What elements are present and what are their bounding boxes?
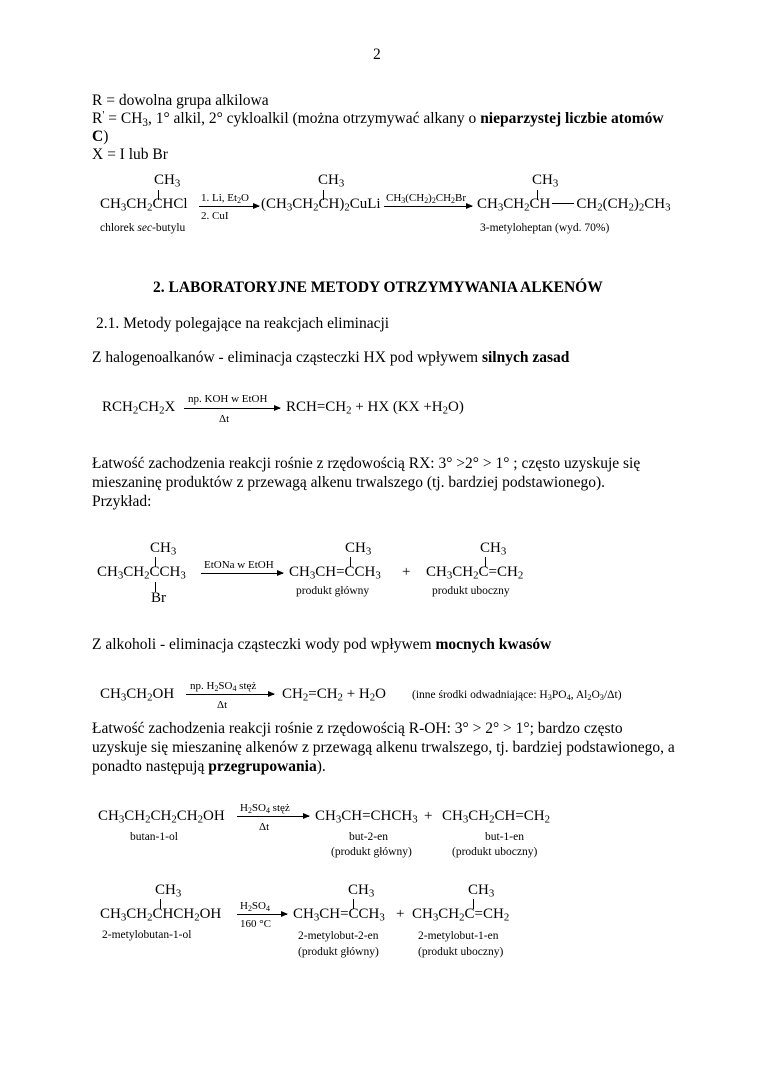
reactant-ethanol: $CH_3CH_2OH$ <box>100 686 175 704</box>
methyl-branch: $CH_3$ <box>155 882 182 900</box>
note-dehydrating-agents: (inne środki odwadniające: $H_3PO_4$, $Al_2O_3/\Delta t$) <box>412 689 622 703</box>
methyl-branch: $CH_3$ <box>345 540 372 558</box>
label-major: 2-metylobut-2-en <box>298 930 379 942</box>
plus-sign: + <box>402 564 411 580</box>
example-label: Przykład: <box>92 493 152 510</box>
label-major: but-2-en <box>349 831 388 843</box>
subsection-title: 2.1. Metody polegające na reakcjach eliminacji <box>96 315 390 332</box>
reagent-sulfuric-acid: $H_2SO_4$ stęż <box>240 802 290 815</box>
reagent-step2: 2. CuI <box>201 210 229 222</box>
methyl-branch: $CH_3$ <box>150 540 177 558</box>
reaction-arrow <box>201 573 283 574</box>
label-minor: 2-metylobut-1-en <box>418 930 499 942</box>
label-major-note: (produkt główny) <box>298 946 379 958</box>
page-number: 2 <box>373 46 381 63</box>
methyl-branch: $CH_3$ <box>154 172 181 190</box>
alcohol-para-2: uzyskuje się mieszaninę alkenów z przewagą alkenu trwalszego, tj. bardziej podstawionego, a <box>92 739 675 756</box>
reactant-sec-butyl-chloride: $CH_3CH_2CHCl$ <box>100 196 188 214</box>
reactant-methylbutanol: $CH_3CH_2CHCH_2OH$ <box>100 906 222 924</box>
alcohol-intro: Z alkoholi - eliminacja cząsteczki wody pod wpływem mocnych kwasów <box>92 636 552 653</box>
haloalkane-para-1: Łatwość zachodzenia reakcji rośnie z rzędowością RX: 3° >2° > 1° ; często uzyskuje się <box>92 455 641 472</box>
reaction-arrow <box>384 206 472 207</box>
reagent-heat: Δt <box>219 413 230 425</box>
product-3-methylheptane: $CH_3CH_2CH$ $CH_2(CH_2)_2CH_3$ <box>477 196 671 214</box>
reagent-base: np. KOH w EtOH <box>188 393 268 405</box>
label-reactant: chlorek sec-butylu <box>100 222 186 234</box>
reagent-sulfuric-acid: np. $H_2SO_4$ stęż <box>190 680 257 693</box>
label-minor-note: (produkt uboczny) <box>452 846 538 858</box>
reaction-arrow <box>237 914 287 915</box>
methyl-branch: $CH_3$ <box>468 882 495 900</box>
reagent-temperature: 160 °C <box>240 918 271 930</box>
product-ethene: $CH_2=CH_2 + H_2O$ <box>282 686 386 704</box>
reagent-step1: 1. Li, $Et_2O$ <box>201 192 249 205</box>
reactant-bromide: $CH_3CH_2CCH_3$ <box>97 564 186 582</box>
r-definition: R = dowolna grupa alkilowa <box>92 92 269 109</box>
reaction-arrow <box>237 816 309 817</box>
label-major-note: (produkt główny) <box>331 846 412 858</box>
r-prime-definition: $R' = CH_3$, 1° alkil, 2° cykloalkil (można otrzymywać alkany o nieparzystej liczbie atomów <box>92 109 664 129</box>
reaction-arrow <box>184 408 280 409</box>
haloalkane-para-2: mieszaninę produktów z przewagą alkenu trwalszego (tj. bardziej podstawionego). <box>92 474 606 491</box>
methyl-branch: $CH_3$ <box>532 172 559 190</box>
bromine: Br <box>151 590 166 606</box>
product-but-1-ene: $CH_3CH_2CH=CH_2$ <box>442 808 551 826</box>
methyl-branch: $CH_3$ <box>348 882 375 900</box>
alcohol-para-3: ponadto następują przegrupowania). <box>92 758 326 775</box>
reagent-sulfuric-acid: $H_2SO_4$ <box>240 900 270 913</box>
label-minor: produkt uboczny <box>432 585 510 597</box>
product-but-2-ene: $CH_3CH=CHCH_3$ <box>315 808 418 826</box>
plus-sign: + <box>396 906 405 922</box>
product-methylbut-1-ene: $CH_3CH_2C=CH_2$ <box>412 906 510 924</box>
label-minor: but-1-en <box>485 831 524 843</box>
methyl-branch: $CH_3$ <box>480 540 507 558</box>
reaction-arrow <box>199 206 259 207</box>
reactant-butanol: $CH_3CH_2CH_2CH_2OH$ <box>98 808 225 826</box>
cuprate: $(CH_3CH_2CH)_2CuLi$ <box>261 196 381 214</box>
product-major: $CH_3CH=CCH_3$ <box>289 564 381 582</box>
label-reactant: 2-metylobutan-1-ol <box>102 929 192 941</box>
section-title: 2. LABORATORYJNE METODY OTRZYMYWANIA ALKENÓW <box>153 279 603 296</box>
haloalkane-intro: Z halogenoalkanów - eliminacja cząsteczki HX pod wpływem silnych zasad <box>92 349 570 366</box>
reactant-haloalkane: $RCH_2CH_2X$ <box>102 399 176 417</box>
label-major: produkt główny <box>296 585 370 597</box>
reagent-heat: Δt <box>259 821 270 833</box>
product-minor: $CH_3CH_2C=CH_2$ <box>426 564 524 582</box>
reagent-heat: Δt <box>217 699 228 711</box>
label-minor-note: (produkt uboczny) <box>418 946 504 958</box>
label-product: 3-metyloheptan (wyd. 70%) <box>480 222 610 234</box>
reaction-arrow <box>186 694 274 695</box>
r-prime-definition-cont: C) <box>92 128 109 145</box>
product-alkene: $RCH=CH_2$ + HX $(KX +H_2O)$ <box>286 399 464 417</box>
label-reactant: butan-1-ol <box>130 831 178 843</box>
plus-sign: + <box>424 808 433 824</box>
product-methylbut-2-ene: $CH_3CH=CCH_3$ <box>293 906 385 924</box>
reagent-ethoxide: EtONa w EtOH <box>204 559 274 571</box>
methyl-branch: $CH_3$ <box>318 172 345 190</box>
x-definition: X = I lub Br <box>92 146 168 163</box>
reagent-alkyl-bromide: $CH_3(CH_2)_2CH_2Br$ <box>386 192 466 205</box>
alcohol-para-1: Łatwość zachodzenia reakcji rośnie z rzędowością R-OH: 3° > 2° > 1°; bardzo często <box>92 720 623 737</box>
